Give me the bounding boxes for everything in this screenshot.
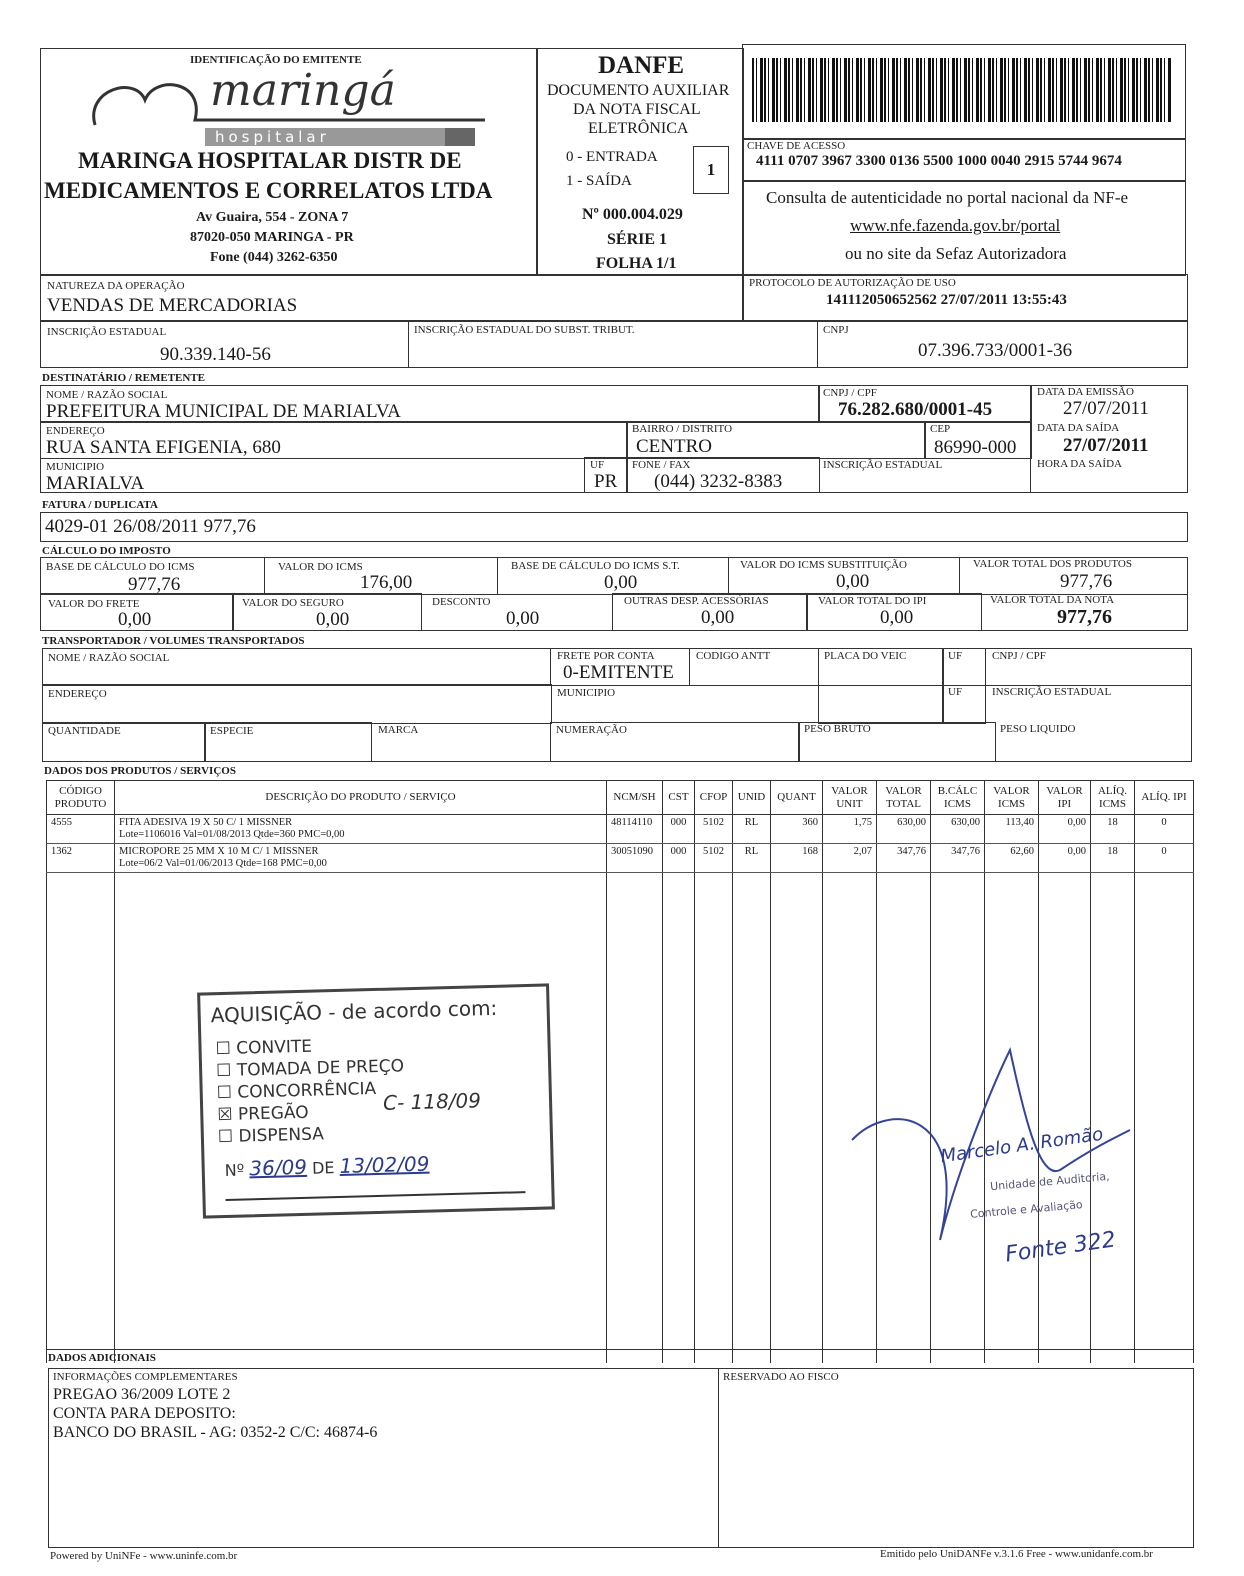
stamp-option: ☐ DISPENSA (217, 1124, 325, 1148)
transp-cnpj-label: CNPJ / CPF (992, 650, 1046, 662)
lote: Lote=06/2 Val=01/06/2013 Qtde=168 PMC=0,00 (119, 858, 327, 869)
saida-label: 1 - SAÍDA (566, 173, 632, 189)
col-unid: UNID (733, 781, 771, 815)
cell-icms: 113,40 (985, 815, 1039, 844)
company-address: Av Guaira, 554 - ZONA 7 (196, 210, 349, 225)
cell-unid: RL (733, 815, 771, 844)
icms-st-label: VALOR DO ICMS SUBSTITUIÇÃO (740, 559, 907, 571)
icms-value: 176,00 (360, 572, 413, 593)
emissao-value: 27/07/2011 (1063, 398, 1149, 419)
dest-end: RUA SANTA EFIGENIA, 680 (46, 437, 281, 458)
chave-value: 4111 0707 3967 3300 0136 5500 1000 0040 2915 5744 9674 (756, 153, 1122, 169)
col-codigo: CÓDIGO PRODUTO (47, 781, 115, 815)
seguro-value: 0,00 (316, 609, 350, 630)
dest-cnpj: 76.282.680/0001-45 (838, 399, 993, 420)
cell-ncm: 48114110 (607, 815, 663, 844)
cell-ipi: 0,00 (1039, 844, 1091, 873)
produtos-section: DADOS DOS PRODUTOS / SERVIÇOS (44, 765, 236, 777)
desc: MICROPORE 25 MM X 10 M C/ 1 MISSNER (119, 846, 319, 857)
barcode (752, 58, 1172, 122)
desconto-value: 0,00 (506, 608, 540, 629)
emitente-label: IDENTIFICAÇÃO DO EMITENTE (190, 54, 362, 66)
frete-label: VALOR DO FRETE (48, 598, 140, 610)
tipo-box: 1 (693, 146, 729, 194)
cell-unid: RL (733, 844, 771, 873)
cell-quant: 168 (771, 844, 823, 873)
cell-codigo: 1362 (47, 844, 115, 873)
cell-bc: 347,76 (931, 844, 985, 873)
cell-aliq-icms: 18 (1091, 844, 1135, 873)
logo-sub: hospitalar (215, 128, 330, 146)
table-header (47, 781, 1194, 815)
cell-aliq-ipi: 0 (1135, 815, 1194, 844)
stamp-option: ☐ CONCORRÊNCIA (216, 1078, 377, 1104)
dest-end-label: ENDEREÇO (46, 425, 105, 437)
nota-value: 977,76 (1057, 606, 1112, 628)
entrada-label: 0 - ENTRADA (566, 149, 658, 165)
signature-stamp-line: Unidade de Auditoria, (989, 1169, 1111, 1194)
dest-cnpj-label: CNPJ / CPF (823, 387, 877, 399)
hora-label: HORA DA SAÍDA (1037, 458, 1122, 470)
fisco-label: RESERVADO AO FISCO (723, 1371, 839, 1383)
imposto-section: CÁLCULO DO IMPOSTO (42, 545, 171, 557)
stamp-de-label: DE (311, 1158, 335, 1178)
saida-label: DATA DA SAÍDA (1037, 422, 1120, 434)
danfe-sub: ELETRÔNICA (588, 120, 689, 137)
nf-serie: SÉRIE 1 (607, 231, 668, 248)
table-row (47, 815, 1194, 844)
numeracao-label: NUMERAÇÃO (556, 724, 627, 736)
mun-label: MUNICIPIO (46, 461, 105, 473)
peso-bruto-label: PESO BRUTO (804, 723, 871, 735)
protocolo-value: 141112050652562 27/07/2011 13:55:43 (826, 292, 1067, 308)
base-label: BASE DE CÁLCULO DO ICMS (46, 561, 195, 573)
cnpj-value: 07.396.733/0001-36 (918, 340, 1073, 361)
cell-descricao (115, 844, 607, 873)
bairro-label: BAIRRO / DISTRITO (632, 423, 733, 435)
antt-label: CODIGO ANTT (696, 650, 771, 662)
consulta-text: Consulta de autenticidade no portal nacional da NF-e (766, 188, 1129, 207)
prod-value: 977,76 (1060, 571, 1113, 592)
transp-section: TRANSPORTADOR / VOLUMES TRANSPORTADOS (42, 635, 305, 647)
outras-value: 0,00 (701, 607, 735, 628)
transp-mun-label: MUNICIPIO (557, 687, 616, 699)
info-label: INFORMAÇÕES COMPLEMENTARES (53, 1371, 238, 1383)
company-name-1: MARINGA HOSPITALAR DISTR DE (78, 148, 462, 173)
cell-total: 630,00 (877, 815, 931, 844)
placa-label: PLACA DO VEIC (824, 650, 907, 662)
col-aliq-icms: ALÍQ. ICMS (1091, 781, 1135, 815)
cell-codigo: 4555 (47, 815, 115, 844)
stamp-option-label: CONVITE (235, 1036, 313, 1059)
company-name-2: MEDICAMENTOS E CORRELATOS LTDA (44, 178, 493, 203)
dest-nome-label: NOME / RAZÃO SOCIAL (46, 389, 168, 401)
nota-label: VALOR TOTAL DA NOTA (990, 594, 1115, 606)
col-valor-total: VALOR TOTAL (877, 781, 931, 815)
frete-conta-value: 0-EMITENTE (563, 662, 674, 683)
company-logo (85, 65, 495, 150)
cell-cst: 000 (663, 815, 695, 844)
transp-end-label: ENDEREÇO (48, 688, 107, 700)
col-valor-ipi: VALOR IPI (1039, 781, 1091, 815)
stamp-option: ☐ TOMADA DE PREÇO (215, 1056, 405, 1082)
signature-annotation: Fonte 322 (1003, 1227, 1118, 1268)
footer-right: Emitido pelo UniDANFe v.3.1.6 Free - www.unidanfe.com.br (880, 1548, 1153, 1560)
stamp-number-line (224, 1152, 429, 1181)
signature (850, 1040, 1150, 1300)
desconto-label: DESCONTO (432, 596, 491, 608)
marca-label: MARCA (378, 724, 419, 736)
cell-cst: 000 (663, 844, 695, 873)
cnpj-label: CNPJ (823, 324, 849, 336)
col-cfop: CFOP (695, 781, 733, 815)
stamp-n-label: Nº (224, 1160, 245, 1180)
cell-unit: 1,75 (823, 815, 877, 844)
chave-label: CHAVE DE ACESSO (747, 140, 846, 152)
danfe-sub: DA NOTA FISCAL (573, 101, 701, 118)
stamp-handwritten-ref: C- 118/09 (382, 1088, 482, 1115)
col-valor-unit: VALOR UNIT (823, 781, 877, 815)
col-bc-icms: B.CÁLC ICMS (931, 781, 985, 815)
cep-label: CEP (930, 423, 951, 435)
col-quant: QUANT (771, 781, 823, 815)
signature-name: Marcelo A. Romão (939, 1123, 1105, 1168)
cell-ipi: 0,00 (1039, 815, 1091, 844)
cell-unit: 2,07 (823, 844, 877, 873)
footer-left: Powered by UniNFe - www.uninfe.com.br (50, 1550, 238, 1562)
natureza-label: NATUREZA DA OPERAÇÃO (47, 280, 185, 292)
seguro-label: VALOR DO SEGURO (242, 597, 344, 609)
logo-text: maringá (210, 65, 396, 116)
base-st-label: BASE DE CÁLCULO DO ICMS S.T. (511, 560, 680, 572)
adicionais-section: DADOS ADICIONAIS (48, 1352, 156, 1364)
col-aliq-ipi: ALÍQ. IPI (1135, 781, 1194, 815)
emissao-label: DATA DA EMISSÃO (1037, 386, 1134, 398)
stamp-option-label: PREGÃO (237, 1102, 309, 1125)
cell-bc: 630,00 (931, 815, 985, 844)
protocolo-label: PROTOCOLO DE AUTORIZAÇÃO DE USO (749, 277, 956, 289)
transp-uf-label: UF (948, 650, 963, 662)
signature-stamp-line: Controle e Avaliação (969, 1198, 1084, 1221)
icms-st-value: 0,00 (836, 571, 870, 592)
dest-ie-label: INSCRIÇÃO ESTADUAL (823, 459, 943, 471)
transp-ie-label: INSCRIÇÃO ESTADUAL (992, 686, 1112, 698)
danfe-sub: DOCUMENTO AUXILIAR (547, 82, 730, 99)
fatura-value: 4029-01 26/08/2011 977,76 (45, 516, 256, 537)
desc: FITA ADESIVA 19 X 50 C/ 1 MISSNER (119, 817, 293, 828)
col-descricao: DESCRIÇÃO DO PRODUTO / SERVIÇO (115, 781, 607, 815)
col-ncm: NCM/SH (607, 781, 663, 815)
peso-liquido-label: PESO LIQUIDO (1000, 723, 1076, 735)
cell-aliq-ipi: 0 (1135, 844, 1194, 873)
qtd-label: QUANTIDADE (48, 725, 121, 737)
cep-value: 86990-000 (934, 437, 1017, 458)
company-phone: Fone (044) 3262-6350 (210, 250, 338, 265)
stamp-option-checked: ☒ PREGÃO (217, 1102, 309, 1126)
col-cst: CST (663, 781, 695, 815)
stamp-option-label: DISPENSA (238, 1124, 325, 1147)
info-line: PREGAO 36/2009 LOTE 2 (53, 1386, 231, 1403)
fone-label: FONE / FAX (632, 459, 691, 471)
stamp-option-label: CONCORRÊNCIA (237, 1078, 377, 1103)
stamp-option-label: TOMADA DE PREÇO (236, 1056, 405, 1081)
uf-label: UF (590, 459, 605, 471)
base-st-value: 0,00 (604, 572, 638, 593)
cell-descricao (115, 815, 607, 844)
cell-total: 347,76 (877, 844, 931, 873)
cell-ncm: 30051090 (607, 844, 663, 873)
mun-value: MARIALVA (46, 473, 145, 494)
stamp-title: AQUISIÇÃO - de acordo com: (210, 995, 498, 1028)
consulta-text-2: ou no site da Sefaz Autorizadora (845, 244, 1067, 263)
stamp-n: 36/09 (249, 1154, 308, 1181)
cell-icms: 62,60 (985, 844, 1039, 873)
danfe-title: DANFE (598, 52, 685, 79)
cell-cfop: 5102 (695, 815, 733, 844)
especie-label: ESPECIE (210, 725, 254, 737)
frete-conta-label: FRETE POR CONTA (557, 650, 655, 662)
col-valor-icms: VALOR ICMS (985, 781, 1039, 815)
ipi-value: 0,00 (880, 607, 914, 628)
uf-value: PR (594, 471, 618, 492)
info-line: CONTA PARA DEPOSITO: (53, 1405, 236, 1422)
cell-quant: 360 (771, 815, 823, 844)
ie-st-label: INSCRIÇÃO ESTADUAL DO SUBST. TRIBUT. (414, 324, 635, 336)
cell-aliq-icms: 18 (1091, 815, 1135, 844)
outras-label: OUTRAS DESP. ACESSÓRIAS (624, 595, 769, 607)
frete-value: 0,00 (118, 609, 152, 630)
ie-value: 90.339.140-56 (160, 344, 271, 365)
dest-nome: PREFEITURA MUNICIPAL DE MARIALVA (46, 401, 401, 422)
table-row (47, 844, 1194, 873)
fatura-section: FATURA / DUPLICATA (42, 499, 158, 511)
base-value: 977,76 (128, 574, 181, 595)
portal-link[interactable]: www.nfe.fazenda.gov.br/portal (850, 216, 1061, 235)
cell-cfop: 5102 (695, 844, 733, 873)
icms-label: VALOR DO ICMS (278, 561, 363, 573)
nf-number: Nº 000.004.029 (582, 206, 683, 223)
stamp-option: ☐ CONVITE (215, 1036, 313, 1060)
lote: Lote=1106016 Val=01/08/2013 Qtde=360 PMC=0,00 (119, 829, 345, 840)
nf-folha: FOLHA 1/1 (596, 255, 677, 272)
prod-label: VALOR TOTAL DOS PRODUTOS (973, 558, 1132, 570)
acquisition-stamp (197, 983, 555, 1218)
ipi-label: VALOR TOTAL DO IPI (818, 595, 927, 607)
bairro-value: CENTRO (636, 436, 712, 457)
saida-value: 27/07/2011 (1063, 435, 1149, 456)
natureza-value: VENDAS DE MERCADORIAS (47, 295, 298, 316)
dest-section: DESTINATÁRIO / REMETENTE (42, 372, 205, 384)
transp-nome-label: NOME / RAZÃO SOCIAL (48, 652, 170, 664)
transp-uf-label-2: UF (948, 686, 963, 698)
fone-value: (044) 3232-8383 (654, 471, 783, 492)
company-city: 87020-050 MARINGA - PR (190, 230, 354, 245)
stamp-date: 13/02/09 (339, 1151, 430, 1178)
info-line: BANCO DO BRASIL - AG: 0352-2 C/C: 46874-6 (53, 1424, 378, 1441)
ie-label: INSCRIÇÃO ESTADUAL (47, 326, 167, 338)
